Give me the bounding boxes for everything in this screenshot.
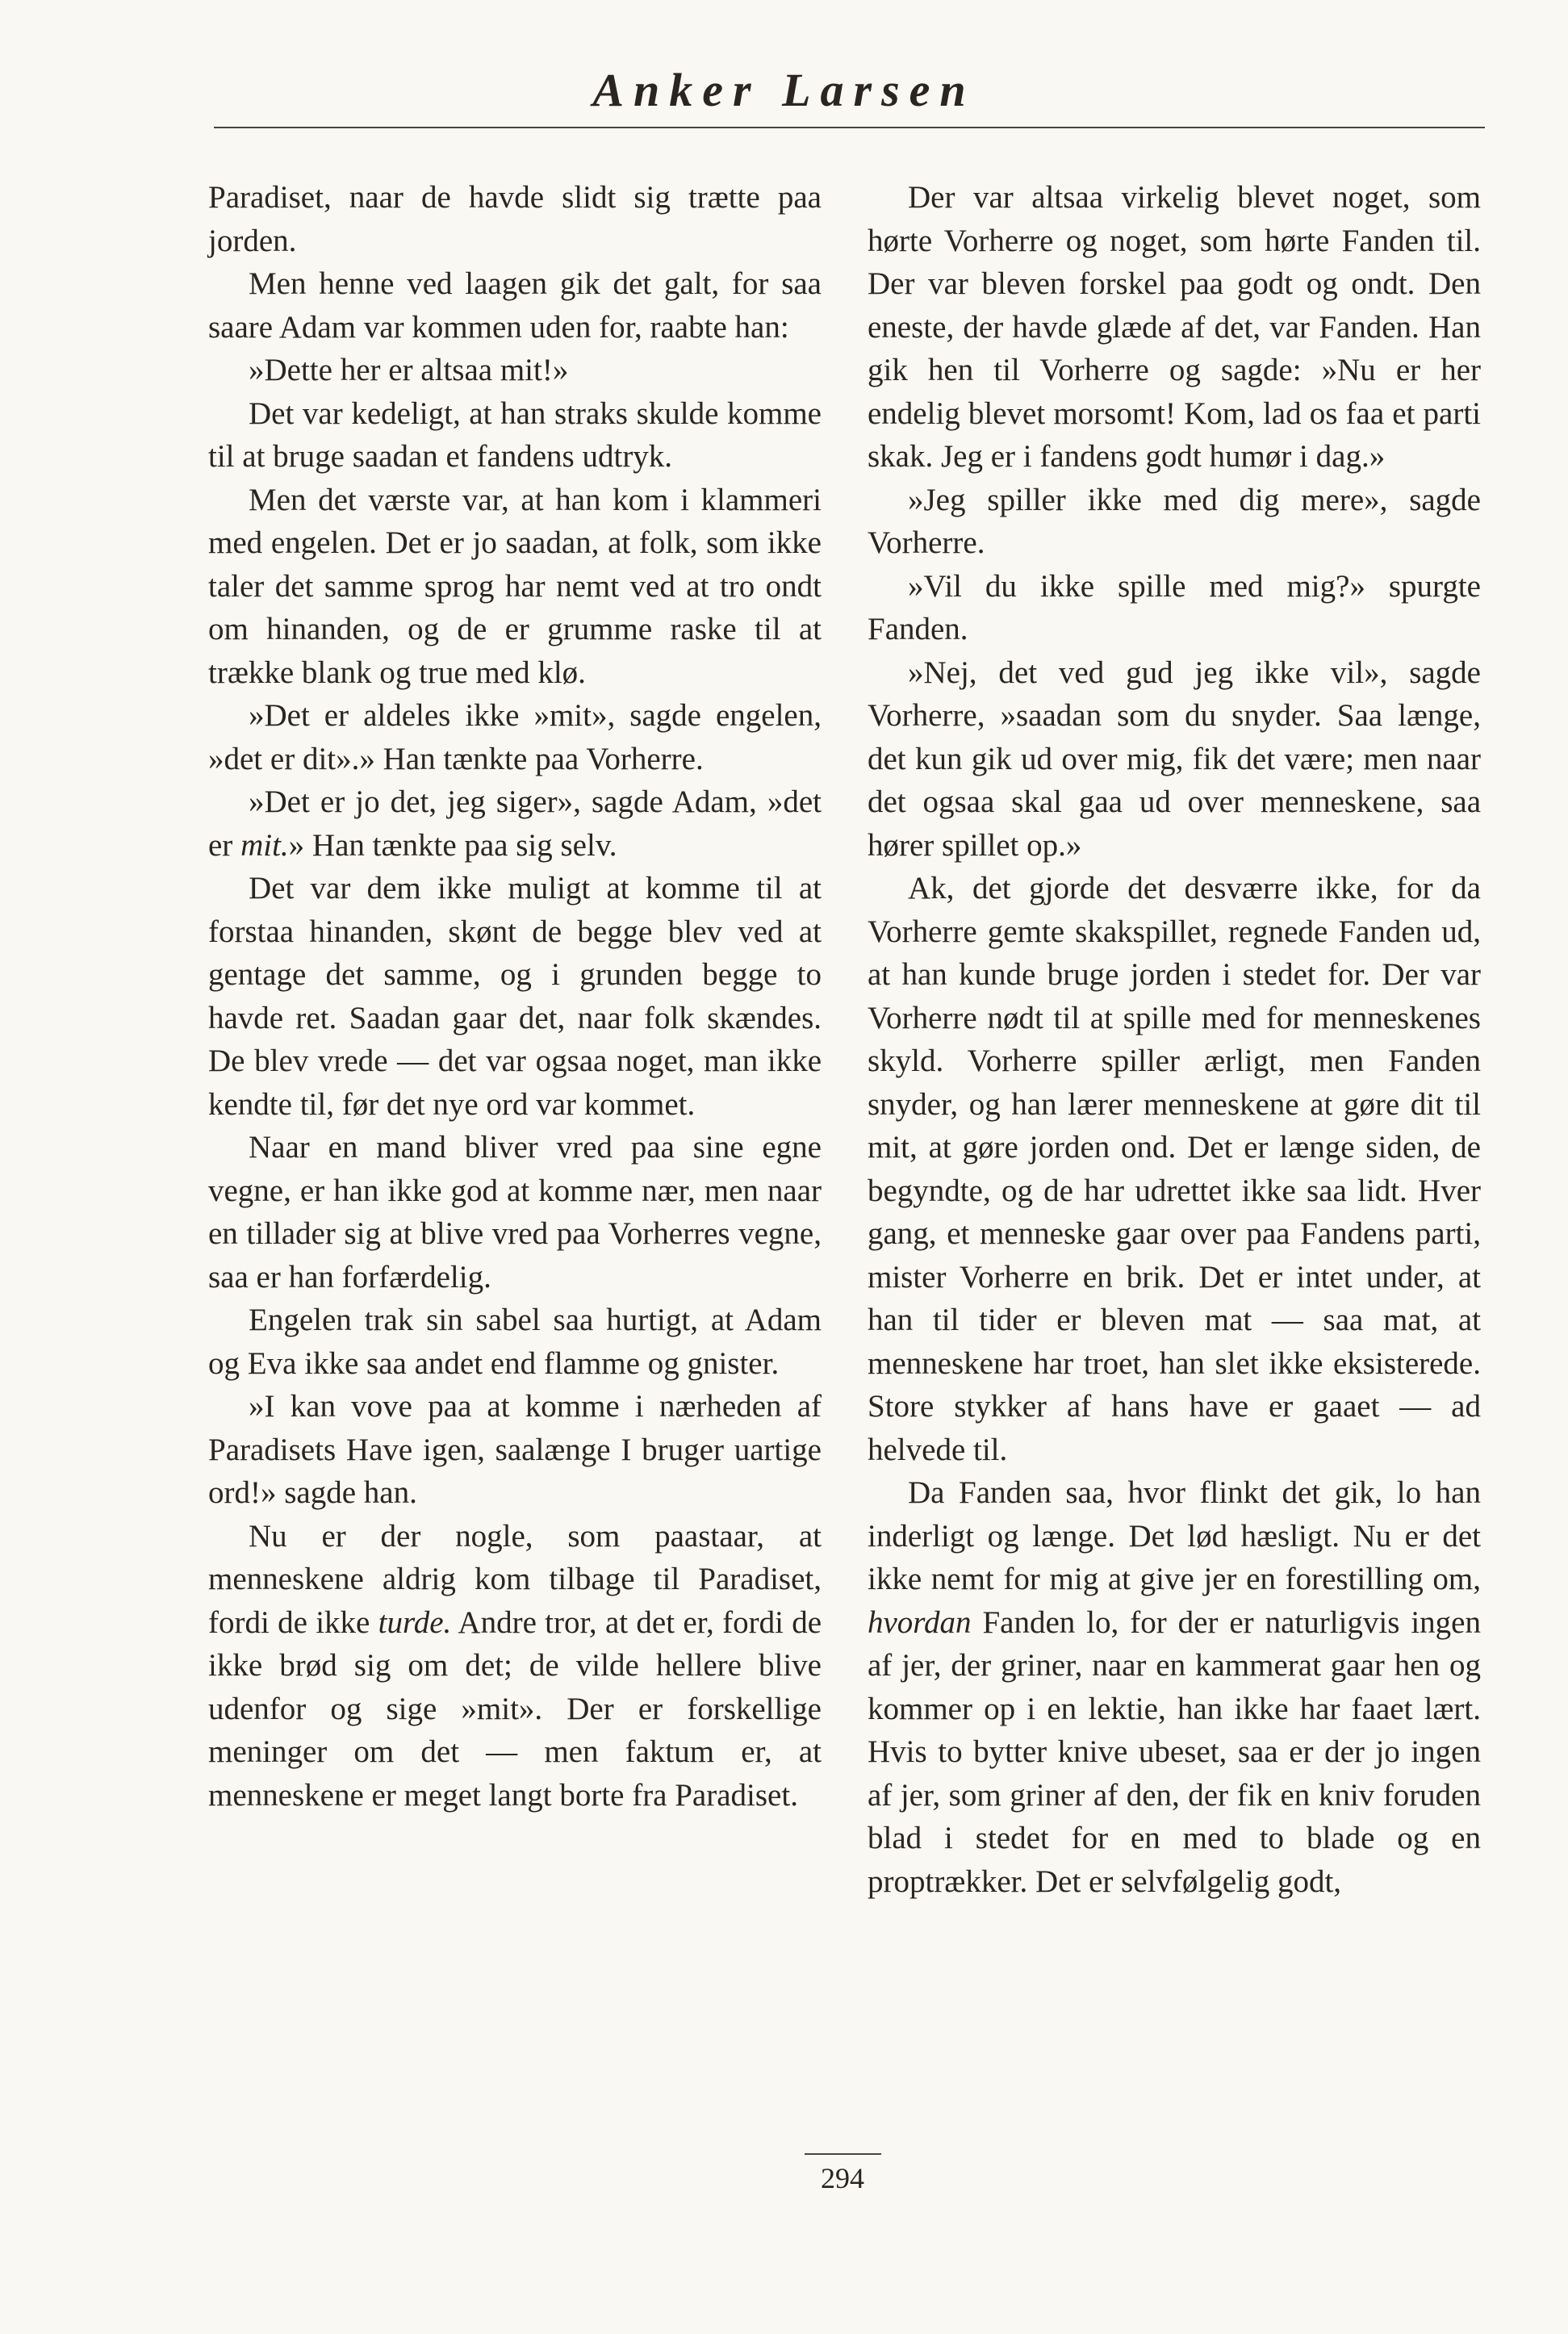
paragraph: Engelen trak sin sabel saa hurtigt, at Adam og Eva ikke saa andet end flamme og gnister.	[208, 1303, 822, 1381]
paragraph: Det var kedeligt, at han straks skulde komme til at bruge saadan et fandens udtryk.	[208, 395, 822, 474]
paragraph: Der var altsaa virkelig blevet noget, som hørte Vorherre og noget, som hørte Fanden til. Der var bleven forskel paa godt og ondt. Den eneste, der havde glæde af det, var Fanden. Han gik hen til Vorherre og sagde: »Nu er her endelig blevet morsomt! Kom, lad os faa et parti skak. Jeg er i fandens godt humør i dag.»	[868, 180, 1481, 474]
text-run: »Det er jo det, jeg siger», sagde Adam, »det er	[208, 784, 822, 863]
paragraph: »Nej, det ved gud jeg ikke vil», sagde Vorherre, »saadan som du snyder. Saa længe, det kun gik ud over mig, fik det være; men naar det ogsaa skal gaa ud over menneskene, saa hører spillet op.»	[868, 655, 1481, 863]
header-rule	[214, 127, 1485, 128]
paragraph: Ak, det gjorde det desværre ikke, for da Vorherre gemte skakspillet, regnede Fanden ud, at han kunde bruge jorden i stedet for. Der var Vorherre nødt til at spille med for menneskenes skyld. Vorherre spiller ærligt, men Fanden snyder, og han lærer menneskene at gøre dit til mit, at gøre jorden ond. Det er længe siden, de begyndte, og de har udrettet ikke saa lidt. Hver gang, et menneske gaar over paa Fandens parti, mister Vorherre en brik. Det er intet under, at han til tider er bleven mat — saa mat, at menneskene har troet, han slet ikke eksisterede. Store stykker af hans have er gaaet — ad helvede til.	[868, 871, 1481, 1467]
text-run: Nu er der nogle, som paastaar, at menneskene aldrig kom tilbage til Paradiset, fordi de ikke	[208, 1518, 822, 1640]
footer-rule	[805, 2153, 881, 2155]
emphasis-text: turde.	[378, 1604, 452, 1640]
paragraph: Paradiset, naar de havde slidt sig trætte paa jorden.	[208, 180, 822, 258]
text-run: » Han tænkte paa sig selv.	[288, 827, 617, 863]
paragraph: Det var dem ikke muligt at komme til at forstaa hinanden, skønt de begge blev ved at gentage det samme, og i grunden begge to havde ret. Saadan gaar det, naar folk skændes. De blev vrede — det var ogsaa noget, man ikke kendte til, før det nye ord var kommet.	[208, 871, 822, 1122]
text-run: Fanden lo, for der er naturligvis ingen af jer, der griner, naar en kammerat gaar hen og kommer op i en lektie, han ikke har faaet lært. Hvis to bytter knive ubeset, saa er der jo ingen af jer, som griner af den, der fik en kniv foruden blad i stedet for en med to blade og en proptrækker. Det er selvfølgelig godt,	[868, 1604, 1481, 1899]
emphasis-text: hvordan	[868, 1604, 972, 1640]
emphasis-text: mit.	[240, 827, 289, 863]
paragraph	[868, 1471, 1481, 1903]
text-run: Andre tror, at det er, fordi de ikke brød sig om det; de vilde hellere blive udenfor og sige »mit». Der er forskellige meninger om det — men faktum er, at menneskene er meget langt borte fra Paradiset.	[208, 1604, 822, 1813]
paragraph: »Det er aldeles ikke »mit», sagde engelen, »det er dit».» Han tænkte paa Vorherre.	[208, 698, 822, 776]
page-number: 294	[821, 2162, 864, 2194]
paragraph: Naar en mand bliver vred paa sine egne vegne, er han ikke god at komme nær, men naar en tillader sig at blive vred paa Vorherres vegne, saa er han forfærdelig.	[208, 1130, 822, 1295]
running-header-author: Anker Larsen	[592, 64, 976, 116]
text-column-right	[868, 176, 1481, 1903]
text-column-left	[208, 176, 822, 1817]
text-run: Da Fanden saa, hvor flinkt det gik, lo han inderligt og længe. Det lød hæsligt. Nu er det ikke nemt for mig at give jer en forestilling om,	[868, 1475, 1481, 1596]
paragraph	[208, 1515, 822, 1817]
paragraph: Men henne ved laagen gik det galt, for saa saare Adam var kommen uden for, raabte han:	[208, 266, 822, 345]
paragraph: »Dette her er altsaa mit!»	[249, 353, 569, 387]
paragraph	[208, 780, 822, 867]
paragraph: »I kan vove paa at komme i nærheden af Paradisets Have igen, saalænge I bruger uartige ord!» sagde han.	[208, 1389, 822, 1510]
paragraph: »Jeg spiller ikke med dig mere», sagde Vorherre.	[868, 482, 1481, 560]
paragraph: Men det værste var, at han kom i klammeri med engelen. Det er jo saadan, at folk, som ikke taler det samme sprog har nemt ved at tro ondt om hinanden, og de er grumme raske til at trække blank og true med klø.	[208, 482, 822, 690]
paragraph: »Vil du ikke spille med mig?» spurgte Fanden.	[868, 568, 1481, 646]
